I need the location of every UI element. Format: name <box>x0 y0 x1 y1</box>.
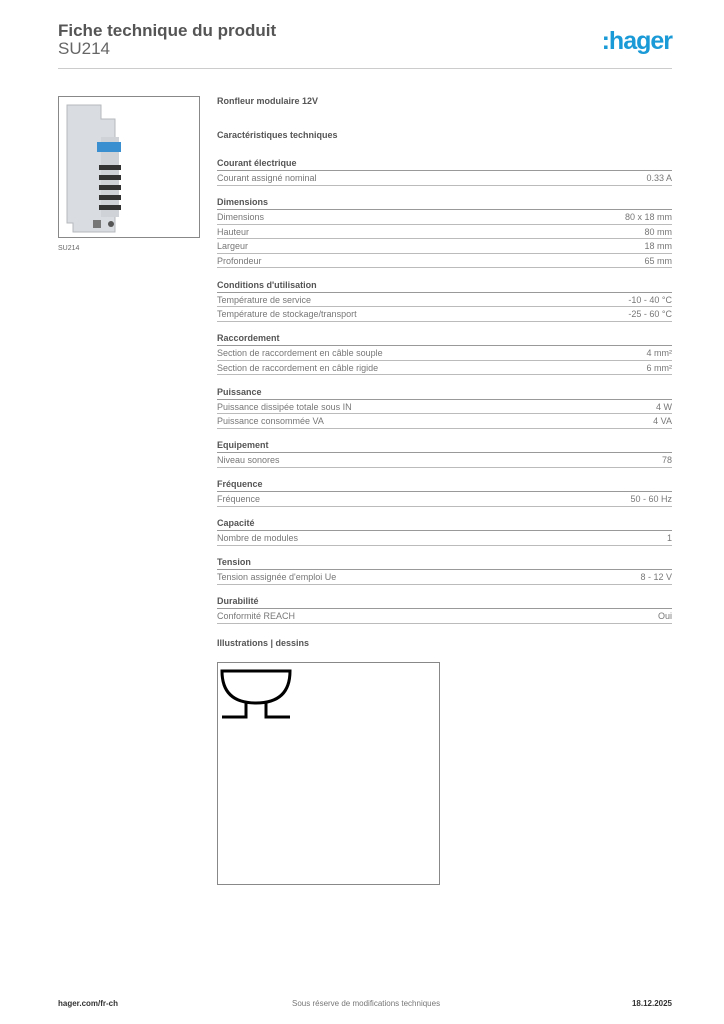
spec-label: Profondeur <box>217 255 262 266</box>
spec-value: 4 mm² <box>646 348 672 358</box>
section-title: Dimensions <box>217 195 672 210</box>
spec-label: Section de raccordement en câble souple <box>217 348 383 358</box>
section-title: Capacité <box>217 516 672 531</box>
illustrations-title: Illustrations | dessins <box>217 637 310 648</box>
spec-content <box>217 96 672 648</box>
spec-value: 80 mm <box>644 226 672 237</box>
spec-section <box>217 594 672 624</box>
section-title: Courant électrique <box>217 156 672 171</box>
spec-value: -25 - 60 °C <box>628 309 672 319</box>
spec-label: Dimensions <box>217 212 265 222</box>
hager-logo: :hager <box>601 27 672 55</box>
buzzer-symbol-icon <box>218 663 439 884</box>
footer-date: 18.12.2025 <box>631 999 672 1008</box>
spec-value: -10 - 40 °C <box>628 294 672 305</box>
spec-row <box>217 210 672 225</box>
spec-section <box>217 156 672 186</box>
spec-value: 6 mm² <box>646 362 672 373</box>
spec-section <box>217 385 672 429</box>
spec-value: 18 mm <box>644 241 672 251</box>
spec-label: Largeur <box>217 241 249 251</box>
spec-section <box>217 477 672 507</box>
spec-row <box>217 361 672 376</box>
spec-label: Hauteur <box>217 226 250 237</box>
spec-value: 4 W <box>655 401 672 412</box>
spec-row <box>217 254 672 269</box>
spec-section <box>217 331 672 375</box>
spec-value: 78 <box>661 455 672 465</box>
spec-row <box>217 400 672 415</box>
spec-value: 1 <box>666 533 672 543</box>
spec-label: Section de raccordement en câble rigide <box>217 362 379 373</box>
spec-value: 4 VA <box>653 416 672 426</box>
spec-row <box>217 239 672 254</box>
spec-label: Puissance dissipée totale sous IN <box>217 401 352 412</box>
spec-value: 50 - 60 Hz <box>630 494 672 504</box>
section-title: Equipement <box>217 438 672 453</box>
spec-value: 80 x 18 mm <box>624 212 672 222</box>
spec-row <box>217 570 672 585</box>
spec-value: 0.33 A <box>646 173 672 183</box>
spec-label: Température de stockage/transport <box>217 309 357 319</box>
spec-row <box>217 346 672 361</box>
spec-section <box>217 555 672 585</box>
page-title: Fiche technique du produit <box>58 21 277 40</box>
product-code: SU214 <box>58 39 110 58</box>
header-divider <box>58 68 672 69</box>
product-photo <box>58 96 200 238</box>
spec-row <box>217 171 672 186</box>
spec-row <box>217 307 672 322</box>
section-title: Raccordement <box>217 331 672 346</box>
spec-row <box>217 492 672 507</box>
footer-disclaimer: Sous réserve de modifications techniques <box>292 999 441 1008</box>
spec-row <box>217 609 672 624</box>
spec-label: Fréquence <box>217 494 261 504</box>
spec-row <box>217 453 672 468</box>
spec-row <box>217 293 672 308</box>
spec-section <box>217 438 672 468</box>
spec-label: Nombre de modules <box>217 533 299 543</box>
footer-website[interactable]: hager.com/fr-ch <box>58 999 119 1008</box>
buzzer-symbol-drawing <box>217 662 440 885</box>
spec-row <box>217 414 672 429</box>
spec-value: Oui <box>657 611 672 621</box>
section-title: Fréquence <box>217 477 672 492</box>
spec-label: Niveau sonores <box>217 455 280 465</box>
spec-row <box>217 531 672 546</box>
spec-label: Puissance consommée VA <box>217 416 324 426</box>
product-name: Ronfleur modulaire 12V <box>217 96 319 106</box>
spec-value: 8 - 12 V <box>640 572 672 582</box>
section-title: Conditions d'utilisation <box>217 278 672 293</box>
spec-section <box>217 278 672 322</box>
section-title: Puissance <box>217 385 672 400</box>
characteristics-title: Caractéristiques techniques <box>217 130 338 140</box>
spec-value: 65 mm <box>644 255 672 266</box>
spec-label: Température de service <box>217 294 312 305</box>
spec-label: Tension assignée d'emploi Ue <box>217 572 337 582</box>
spec-label: Courant assigné nominal <box>217 173 317 183</box>
spec-section <box>217 516 672 546</box>
spec-label: Conformité REACH <box>217 611 296 621</box>
spec-sections <box>217 156 672 624</box>
spec-row <box>217 225 672 240</box>
photo-caption: SU214 <box>58 245 80 252</box>
spec-section <box>217 195 672 268</box>
section-title: Tension <box>217 555 672 570</box>
section-title: Durabilité <box>217 594 672 609</box>
